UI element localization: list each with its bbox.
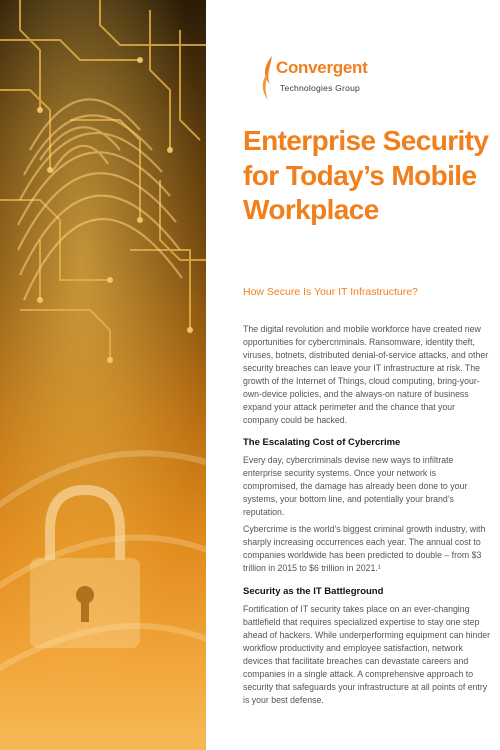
company-logo [258,52,398,108]
document-subtitle: How Secure Is Your IT Infrastructure? [243,286,418,298]
intro-paragraph: The digital revolution and mobile workforce have created new opportunities for cybercriminals. Ransomware, identity theft, viruses, botnets, distributed denial-of-service attacks, and other security breaches can leave your IT infrastructure at risk. The growth of the Internet of Things, cloud computing, bring-your-own-device policies, and the always-on nature of business expand your attack perimeter and the chance that your company could be hacked. [243,324,489,425]
company-subtitle: Technologies Group [280,83,361,93]
section-heading-battleground: Security as the IT Battleground [243,586,384,597]
section-paragraph: Every day, cybercriminals devise new ways to infiltrate enterprise security systems. Once your network is compromised, the damage has already been done to your systems, your bottom line, and potentially your brand’s reputation. [243,455,468,517]
document-title: Enterprise Security for Today’s Mobile Workplace [243,125,489,225]
section-heading-cost: The Escalating Cost of Cybercrime [243,437,401,448]
company-name: Convergent [276,58,368,77]
section-paragraph: Cybercrime is the world’s biggest criminal growth industry, with sharply increasing occurrences each year. The annual cost to companies worldwide has been predicted to double – from $3 trillion in 2015 to $6 trillion in 2021.¹ [243,524,486,573]
cover-image [0,0,206,750]
section-paragraph: Fortification of IT security takes place on an ever-changing battlefield that requires specialized expertise to stay one step ahead of hackers. While underperforming equipment can hinder workflow productivity and employee satisfaction, network devices that facilitate breaches can devastate careers and companies in a single attack. A comprehensive approach to security that safeguards your infrastructure at all points of entry is your best defense. [243,604,491,705]
circuit-fingerprint-graphic [0,0,206,750]
